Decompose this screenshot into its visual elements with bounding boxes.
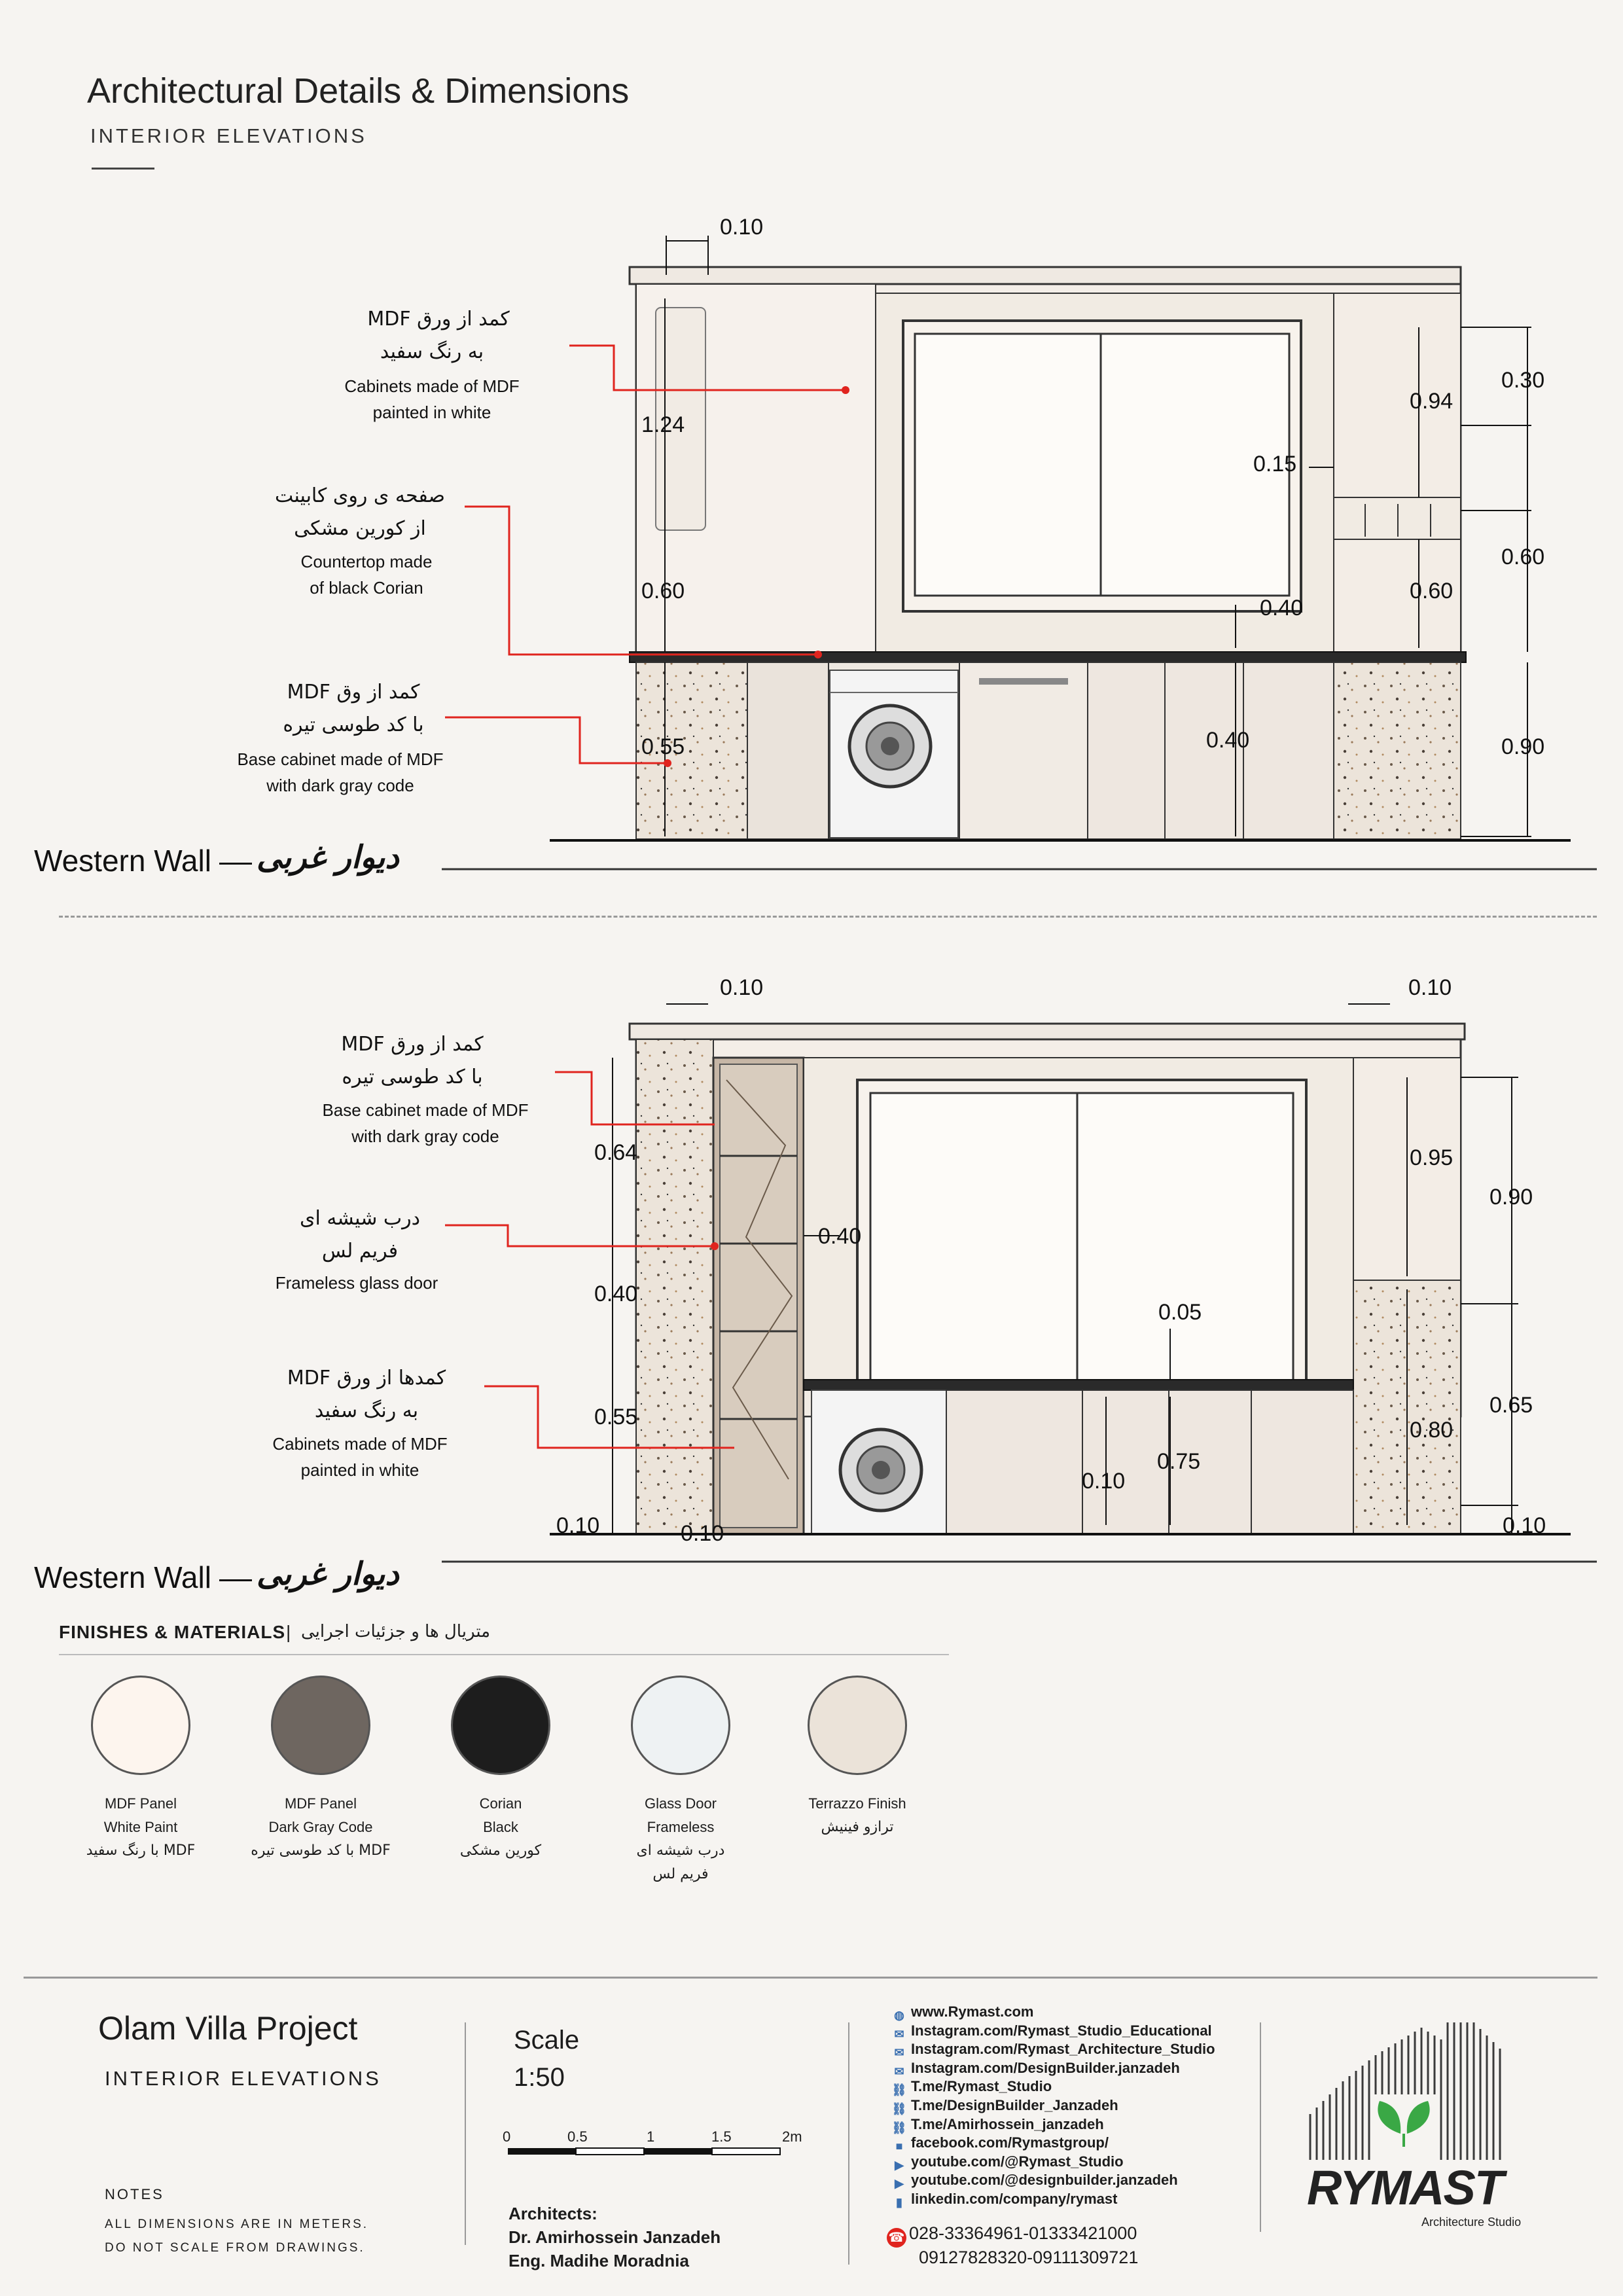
scale-value: 1:50 [514, 2063, 565, 2092]
rymast-logo-mark [1302, 2016, 1538, 2170]
dim2-counter-gap: 0.05 [1158, 1300, 1202, 1325]
scale-tick-2m: 2m [782, 2128, 802, 2145]
finish-label-fa: درب شیشه ای [636, 1842, 725, 1859]
dim2-far-a: 0.90 [1489, 1185, 1533, 1210]
finish-label-fa: MDF با کد طوسی تیره [251, 1842, 391, 1859]
dim-far-top: 0.30 [1501, 368, 1545, 393]
finish-label-1: MDF Panel [104, 1795, 177, 1812]
project-name: Olam Villa Project [98, 2010, 358, 2047]
note1-en-line2: painted in white [372, 403, 491, 422]
dim2-left-base: 0.10 [556, 1513, 600, 1538]
globe-icon: ◍ [894, 2009, 904, 2022]
finish-label-fa: MDF با رنگ سفید [86, 1842, 196, 1859]
elevation-2-wall-label: Western Wall [34, 1560, 211, 1594]
dim2-left-c: 0.55 [594, 1405, 638, 1429]
dim-left-mid: 0.60 [641, 579, 685, 603]
finish-swatch [808, 1676, 907, 1775]
note2-en-line1: Countertop made [300, 552, 433, 571]
note-line-2: DO NOT SCALE FROM DRAWINGS. [105, 2241, 365, 2255]
finish-swatch [271, 1676, 370, 1775]
footer-divider-3 [1260, 2022, 1261, 2232]
finish-item [599, 1676, 762, 1886]
footer-rule [24, 1977, 1597, 1979]
finishes-heading: FINISHES & MATERIALS [59, 1622, 286, 1642]
finish-label-2: White Paint [103, 1819, 178, 1835]
link-icon: ⛓ [891, 2102, 907, 2115]
finish-label-fa: کورین مشکی [459, 1842, 542, 1859]
note5-en-line1: Frameless glass door [275, 1273, 438, 1293]
note4-en-line2: with dark gray code [351, 1126, 499, 1146]
contact-link[interactable] [891, 2022, 1212, 2040]
finish-item [776, 1676, 939, 1839]
finishes-heading-fa: متریال ها و جزئیات اجرایی [301, 1622, 491, 1641]
dim-top-offset: 0.10 [720, 215, 764, 240]
finish-item [59, 1676, 223, 1863]
elevation-1-wall-label-fa: دیوار غربی [257, 839, 399, 876]
note5-fa-line1: درب شیشه ای [299, 1207, 420, 1230]
note5-fa-line2: فریم لس [321, 1240, 399, 1263]
wall-label-dash-2 [219, 1579, 252, 1581]
contact-link[interactable] [891, 2096, 1118, 2115]
scale-bar [504, 2128, 812, 2164]
dim2-top-right: 0.10 [1408, 975, 1452, 1000]
contact-link[interactable] [891, 2171, 1178, 2189]
dim-base-center: 0.40 [1206, 728, 1250, 753]
architect-2: Eng. Madihe Moradnia [508, 2251, 689, 2270]
contact-link-text: linkedin.com/company/rymast [911, 2191, 1118, 2207]
mail-icon: ✉ [894, 2027, 904, 2041]
dim2-far-c: 0.10 [1503, 1513, 1546, 1538]
note6-en-line2: painted in white [300, 1460, 419, 1480]
wall-label-dash [219, 863, 252, 865]
contact-link[interactable] [891, 2040, 1215, 2058]
contact-link-text: Instagram.com/Rymast_Architecture_Studio [911, 2041, 1215, 2058]
contact-link-text: Instagram.com/Rymast_Studio_Educational [911, 2022, 1212, 2039]
link-icon: ⛓ [891, 2121, 907, 2134]
video-icon: ▶ [895, 2158, 904, 2172]
video-icon: ▶ [895, 2177, 904, 2191]
dim2-left-a: 0.64 [594, 1140, 638, 1165]
scale-heading: Scale [514, 2026, 580, 2054]
dim2-left-b: 0.40 [594, 1282, 638, 1306]
note1-fa-line2: به رنگ سفید [380, 340, 484, 363]
contact-link-text: Instagram.com/DesignBuilder.janzadeh [911, 2059, 1180, 2076]
note1-fa-line1: کمد از ورق MDF [367, 308, 510, 331]
finish-swatch [451, 1676, 550, 1775]
logo-building-icon [1302, 2016, 1538, 2166]
contact-link[interactable] [891, 2077, 1052, 2096]
finish-label-2: Frameless [647, 1819, 715, 1835]
scale-tick-15: 1.5 [711, 2128, 732, 2145]
phone-line-1[interactable] [887, 2223, 1137, 2248]
architect-1: Dr. Amirhossein Janzadeh [508, 2227, 721, 2247]
dim-right-upper: 0.94 [1410, 389, 1454, 414]
dim2-left-base2: 0.10 [681, 1521, 724, 1546]
finish-label-1: Glass Door [644, 1795, 717, 1812]
dim2-right-b: 0.80 [1410, 1418, 1454, 1443]
section-separator [59, 916, 1597, 918]
dim-left-upper: 1.24 [641, 412, 685, 437]
dim2-right-a: 0.95 [1410, 1145, 1454, 1170]
scale-bar-graphic [504, 2128, 812, 2161]
notes-heading: NOTES [105, 2186, 164, 2202]
finish-label-2: Dark Gray Code [268, 1819, 373, 1835]
phone-number-2[interactable]: 09127828320-09111309721 [919, 2248, 1139, 2267]
note3-fa-line2: با کد طوسی تیره [283, 713, 424, 736]
note-line-1: ALL DIMENSIONS ARE IN METERS. [105, 2217, 369, 2231]
mail-icon: ✉ [894, 2064, 904, 2078]
scale-tick-05: 0.5 [567, 2128, 588, 2145]
note2-en-line2: of black Corian [310, 578, 423, 598]
finish-item [239, 1676, 402, 1863]
note3-fa-line1: کمد از وق MDF [287, 681, 420, 704]
finish-label-1: Corian [479, 1795, 522, 1812]
contact-link[interactable] [891, 2059, 1180, 2077]
dim-sill: 0.40 [1260, 596, 1304, 620]
contact-link[interactable] [891, 2190, 1117, 2208]
phone-number-1: 028-33364961-01333421000 [909, 2223, 1137, 2243]
finish-label-2: Black [483, 1819, 518, 1835]
scale-tick-0: 0 [503, 2128, 511, 2145]
note6-fa-line1: کمدها از ورق MDF [287, 1367, 446, 1390]
phone-icon: ☎ [887, 2228, 906, 2248]
note6-en-line1: Cabinets made of MDF [272, 1434, 448, 1454]
dim-window-gap: 0.15 [1253, 452, 1297, 476]
note4-fa-line1: کمد از ورق MDF [341, 1033, 484, 1056]
finish-item [419, 1676, 582, 1863]
scale-tick-1: 1 [647, 2128, 655, 2145]
note2-fa-line2: از کورین مشکی [294, 517, 426, 540]
dim-left-low: 0.55 [641, 734, 685, 759]
note2-fa-line1: صفحه ی روی کابینت [275, 484, 445, 507]
contact-link-text: www.Rymast.com [911, 2003, 1034, 2020]
finishes-heading-sep: | [286, 1622, 291, 1642]
logo-subtitle: Architecture Studio [1421, 2215, 1522, 2229]
dim-far-mid: 0.60 [1501, 545, 1545, 569]
note4-fa-line2: با کد طوسی تیره [342, 1066, 483, 1088]
page-title: Architectural Details & Dimensions [87, 71, 630, 111]
elevation-2-wall-label-fa: دیوار غربی [257, 1556, 399, 1592]
note4-en-line1: Base cabinet made of MDF [322, 1100, 529, 1120]
contact-link[interactable] [891, 2134, 1109, 2152]
contact-link[interactable] [891, 2003, 1033, 2021]
dim2-base-b: 0.75 [1157, 1449, 1201, 1474]
contact-link-text: T.me/Amirhossein_janzadeh [911, 2115, 1104, 2132]
contact-link-text: T.me/Rymast_Studio [911, 2078, 1052, 2095]
elevation-1-wall-label: Western Wall [34, 844, 211, 878]
contact-link-text: youtube.com/@Rymast_Studio [911, 2153, 1124, 2170]
architects-heading: Architects: [508, 2204, 597, 2223]
contact-link-text: youtube.com/@designbuilder.janzadeh [911, 2172, 1178, 2189]
dim-right-mid: 0.60 [1410, 579, 1454, 603]
note3-en-line1: Base cabinet made of MDF [237, 749, 444, 769]
contact-link-text: facebook.com/Rymastgroup/ [911, 2134, 1109, 2151]
finish-label-fa-2: فریم لس [652, 1866, 709, 1882]
note6-fa-line2: به رنگ سفید [314, 1399, 419, 1422]
dim-far-low: 0.90 [1501, 734, 1545, 759]
page-subtitle: INTERIOR ELEVATIONS [90, 124, 367, 147]
finish-label-fa: ترازو فینیش [821, 1819, 894, 1835]
finish-swatch [91, 1676, 190, 1775]
dim2-far-b: 0.65 [1489, 1393, 1533, 1418]
note3-en-line2: with dark gray code [266, 776, 414, 795]
dim2-shelf-width: 0.40 [818, 1224, 862, 1249]
contact-link-text: T.me/DesignBuilder_Janzadeh [911, 2097, 1118, 2113]
contact-link[interactable] [891, 2115, 1104, 2134]
dim2-base-a: 0.10 [1082, 1469, 1126, 1494]
note1-en-line1: Cabinets made of MDF [344, 376, 520, 396]
mail-icon: ✉ [894, 2046, 904, 2060]
contact-link[interactable] [891, 2153, 1124, 2171]
logo-wordmark: RYMAST [1307, 2161, 1503, 2215]
finish-label-1: Terrazzo Finish [808, 1795, 906, 1812]
finish-swatch [631, 1676, 730, 1775]
footer-divider-1 [465, 2022, 466, 2245]
project-subtitle: INTERIOR ELEVATIONS [105, 2067, 382, 2090]
link-icon: ⛓ [891, 2083, 907, 2097]
finish-label-1: MDF Panel [284, 1795, 357, 1812]
facebook-icon: ■ [895, 2140, 903, 2153]
finishes-rule [59, 1654, 949, 1655]
dim2-top-left: 0.10 [720, 975, 764, 1000]
footer-divider-2 [848, 2022, 849, 2265]
book-icon: ▮ [896, 2196, 902, 2209]
